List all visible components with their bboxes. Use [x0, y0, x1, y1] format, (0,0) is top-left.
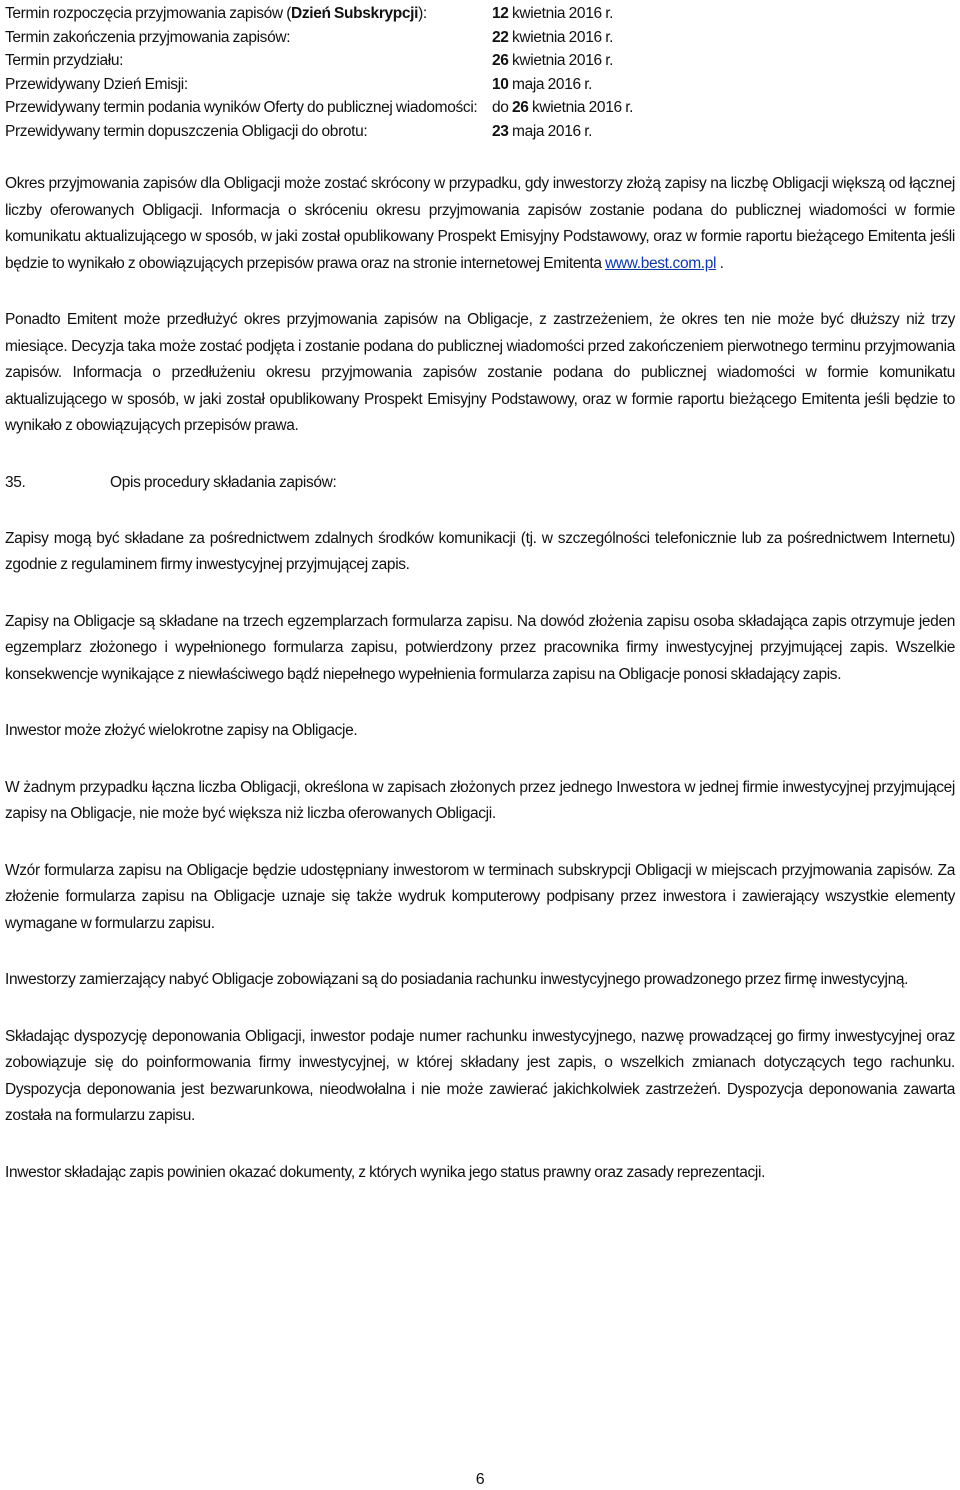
schedule-table: [5, 2, 955, 143]
schedule-date: 23 maja 2016 r.: [492, 122, 593, 140]
page-number: 6: [475, 1471, 485, 1488]
paragraph-shortening: Okres przyjmowania zapisów dla Obligacji może zostać skrócony w przypadku, gdy inwestorzy złożą zapisy na liczbę Obligacji większą od łącznej liczby oferowanych Obligacji. Informacja o skróceniu okresu przyjmowania zapisów zostanie podana do publicznej wiadomości w formie komunikatu aktualizującego w sposób, w jaki został opublikowany Prospekt Emisyjny Podstawowy, oraz w formie raportu bieżącego Emitenta jeśli będzie to wynikało z obowiązujących przepisów prawa oraz na stronie internetowej Emitenta www.best.com.pl .: [5, 175, 955, 272]
paragraph-investment-account: Inwestorzy zamierzający nabyć Obligacje zobowiązani są do posiadania rachunku inwestycyjnego prowadzonego przez firmę inwestycyjną.: [5, 971, 909, 988]
emitent-website-link[interactable]: www.best.com.pl: [605, 254, 717, 272]
schedule-row-subscription-end: [5, 26, 955, 50]
schedule-date: 10 maja 2016 r.: [492, 75, 593, 93]
schedule-date: 12 kwietnia 2016 r.: [492, 5, 614, 22]
paragraph-subscription-limit: W żadnym przypadku łączna liczba Obligacji, określona w zapisach złożonych przez jednego Inwestora w jednej firmie inwestycyjnej przyjmującej zapisy na Obligacje, nie może być większa niż liczba oferowanych Obligacji.: [5, 778, 955, 822]
schedule-label: Termin przydziału:: [5, 52, 124, 69]
schedule-row-issue-day: [5, 73, 955, 97]
paragraph-form-template: Wzór formularza zapisu na Obligacje będzie udostępniany inwestorom w terminach subskrypcji Obligacji w miejscach przyjmowania zapisów. Za złożenie formularza zapisu na Obligacje uznaje się także wydruk komputerowy podpisany przez inwestora i zawierający wszystkie elementy wymagane w formularzu zapisu.: [5, 861, 955, 932]
document-page: [5, 2, 955, 1186]
schedule-label: Termin zakończenia przyjmowania zapisów:: [5, 28, 291, 46]
schedule-row-subscription-start: [5, 2, 955, 26]
defined-term: Dzień Subskrypcji: [291, 5, 419, 22]
paragraph-three-copies: Zapisy na Obligacje są składane na trzech egzemplarzach formularza zapisu. Na dowód złożenia zapisu osoba składająca zapis otrzymuje jeden egzemplarz złożonego i wypełnionego formularza zapisu, potwierdzony przez pracownika firmy inwestycyjnej przyjmującej zapis. Wszelkie konsekwencje wynikające z niewłaściwego bądź niepełnego wypełnienia formularza zapisu na Obligacje ponosi składający zapis.: [5, 612, 955, 683]
schedule-date: 26 kwietnia 2016 r.: [492, 52, 614, 69]
schedule-row-results: [5, 96, 955, 120]
section-number: 35.: [5, 473, 26, 491]
schedule-label: Termin rozpoczęcia przyjmowania zapisów (Dzień Subskrypcji):: [5, 5, 427, 22]
paragraph-legal-status: Inwestor składając zapis powinien okazać dokumenty, z których wynika jego status prawny oraz zasady reprezentacji.: [5, 1163, 766, 1181]
schedule-row-allotment: [5, 49, 955, 73]
schedule-row-admission: [5, 120, 955, 144]
paragraph-deposit-instruction: Składając dyspozycję deponowania Obligacji, inwestor podaje numer rachunku inwestycyjnego, nazwę prowadzącej go firmy inwestycyjnej oraz zobowiązuje się do poinformowania firmy inwestycyjnej, w której składany jest zapis, o wszelkich zmianach dotyczących tego rachunku. Dyspozycja deponowania jest bezwarunkowa, nieodwołalna i nie może zawierać jakichkolwiek zastrzeżeń. Dyspozycja deponowania zawarta została na formularzu zapisu.: [5, 1027, 955, 1124]
paragraph-remote-subscriptions: Zapisy mogą być składane za pośrednictwem zdalnych środków komunikacji (tj. w szczególności telefonicznie lub za pośrednictwem Internetu) zgodnie z regulaminem firmy inwestycyjnej przyjmującej zapis.: [5, 529, 955, 573]
section-title: Opis procedury składania zapisów:: [110, 473, 337, 491]
section-heading: [5, 470, 955, 496]
schedule-date: do 26 kwietnia 2016 r.: [492, 99, 634, 116]
paragraph-multiple-subscriptions: Inwestor może złożyć wielokrotne zapisy na Obligacje.: [5, 722, 358, 739]
schedule-label: Przewidywany termin podania wyników Oferty do publicznej wiadomości:: [5, 99, 478, 116]
schedule-label: Przewidywany termin dopuszczenia Obligacji do obrotu:: [5, 122, 368, 140]
paragraph-extension: Ponadto Emitent może przedłużyć okres przyjmowania zapisów na Obligacje, z zastrzeżeniem, że okres ten nie może być dłuższy niż trzy miesiące. Decyzja taka może zostać podjęta i zostanie podana do publicznej wiadomości przed zakończeniem pierwotnego terminu przyjmowania zapisów. Informacja o przedłużeniu okresu przyjmowania zapisów zostanie podana do publicznej wiadomości w formie komunikatu aktualizującego w sposób, w jaki został opublikowany Prospekt Emisyjny Podstawowy, oraz w formie raportu bieżącego Emitenta jeśli będzie to wynikało z obowiązujących przepisów prawa.: [5, 311, 955, 434]
schedule-date: 22 kwietnia 2016 r.: [492, 28, 614, 46]
schedule-label: Przewidywany Dzień Emisji:: [5, 75, 188, 93]
